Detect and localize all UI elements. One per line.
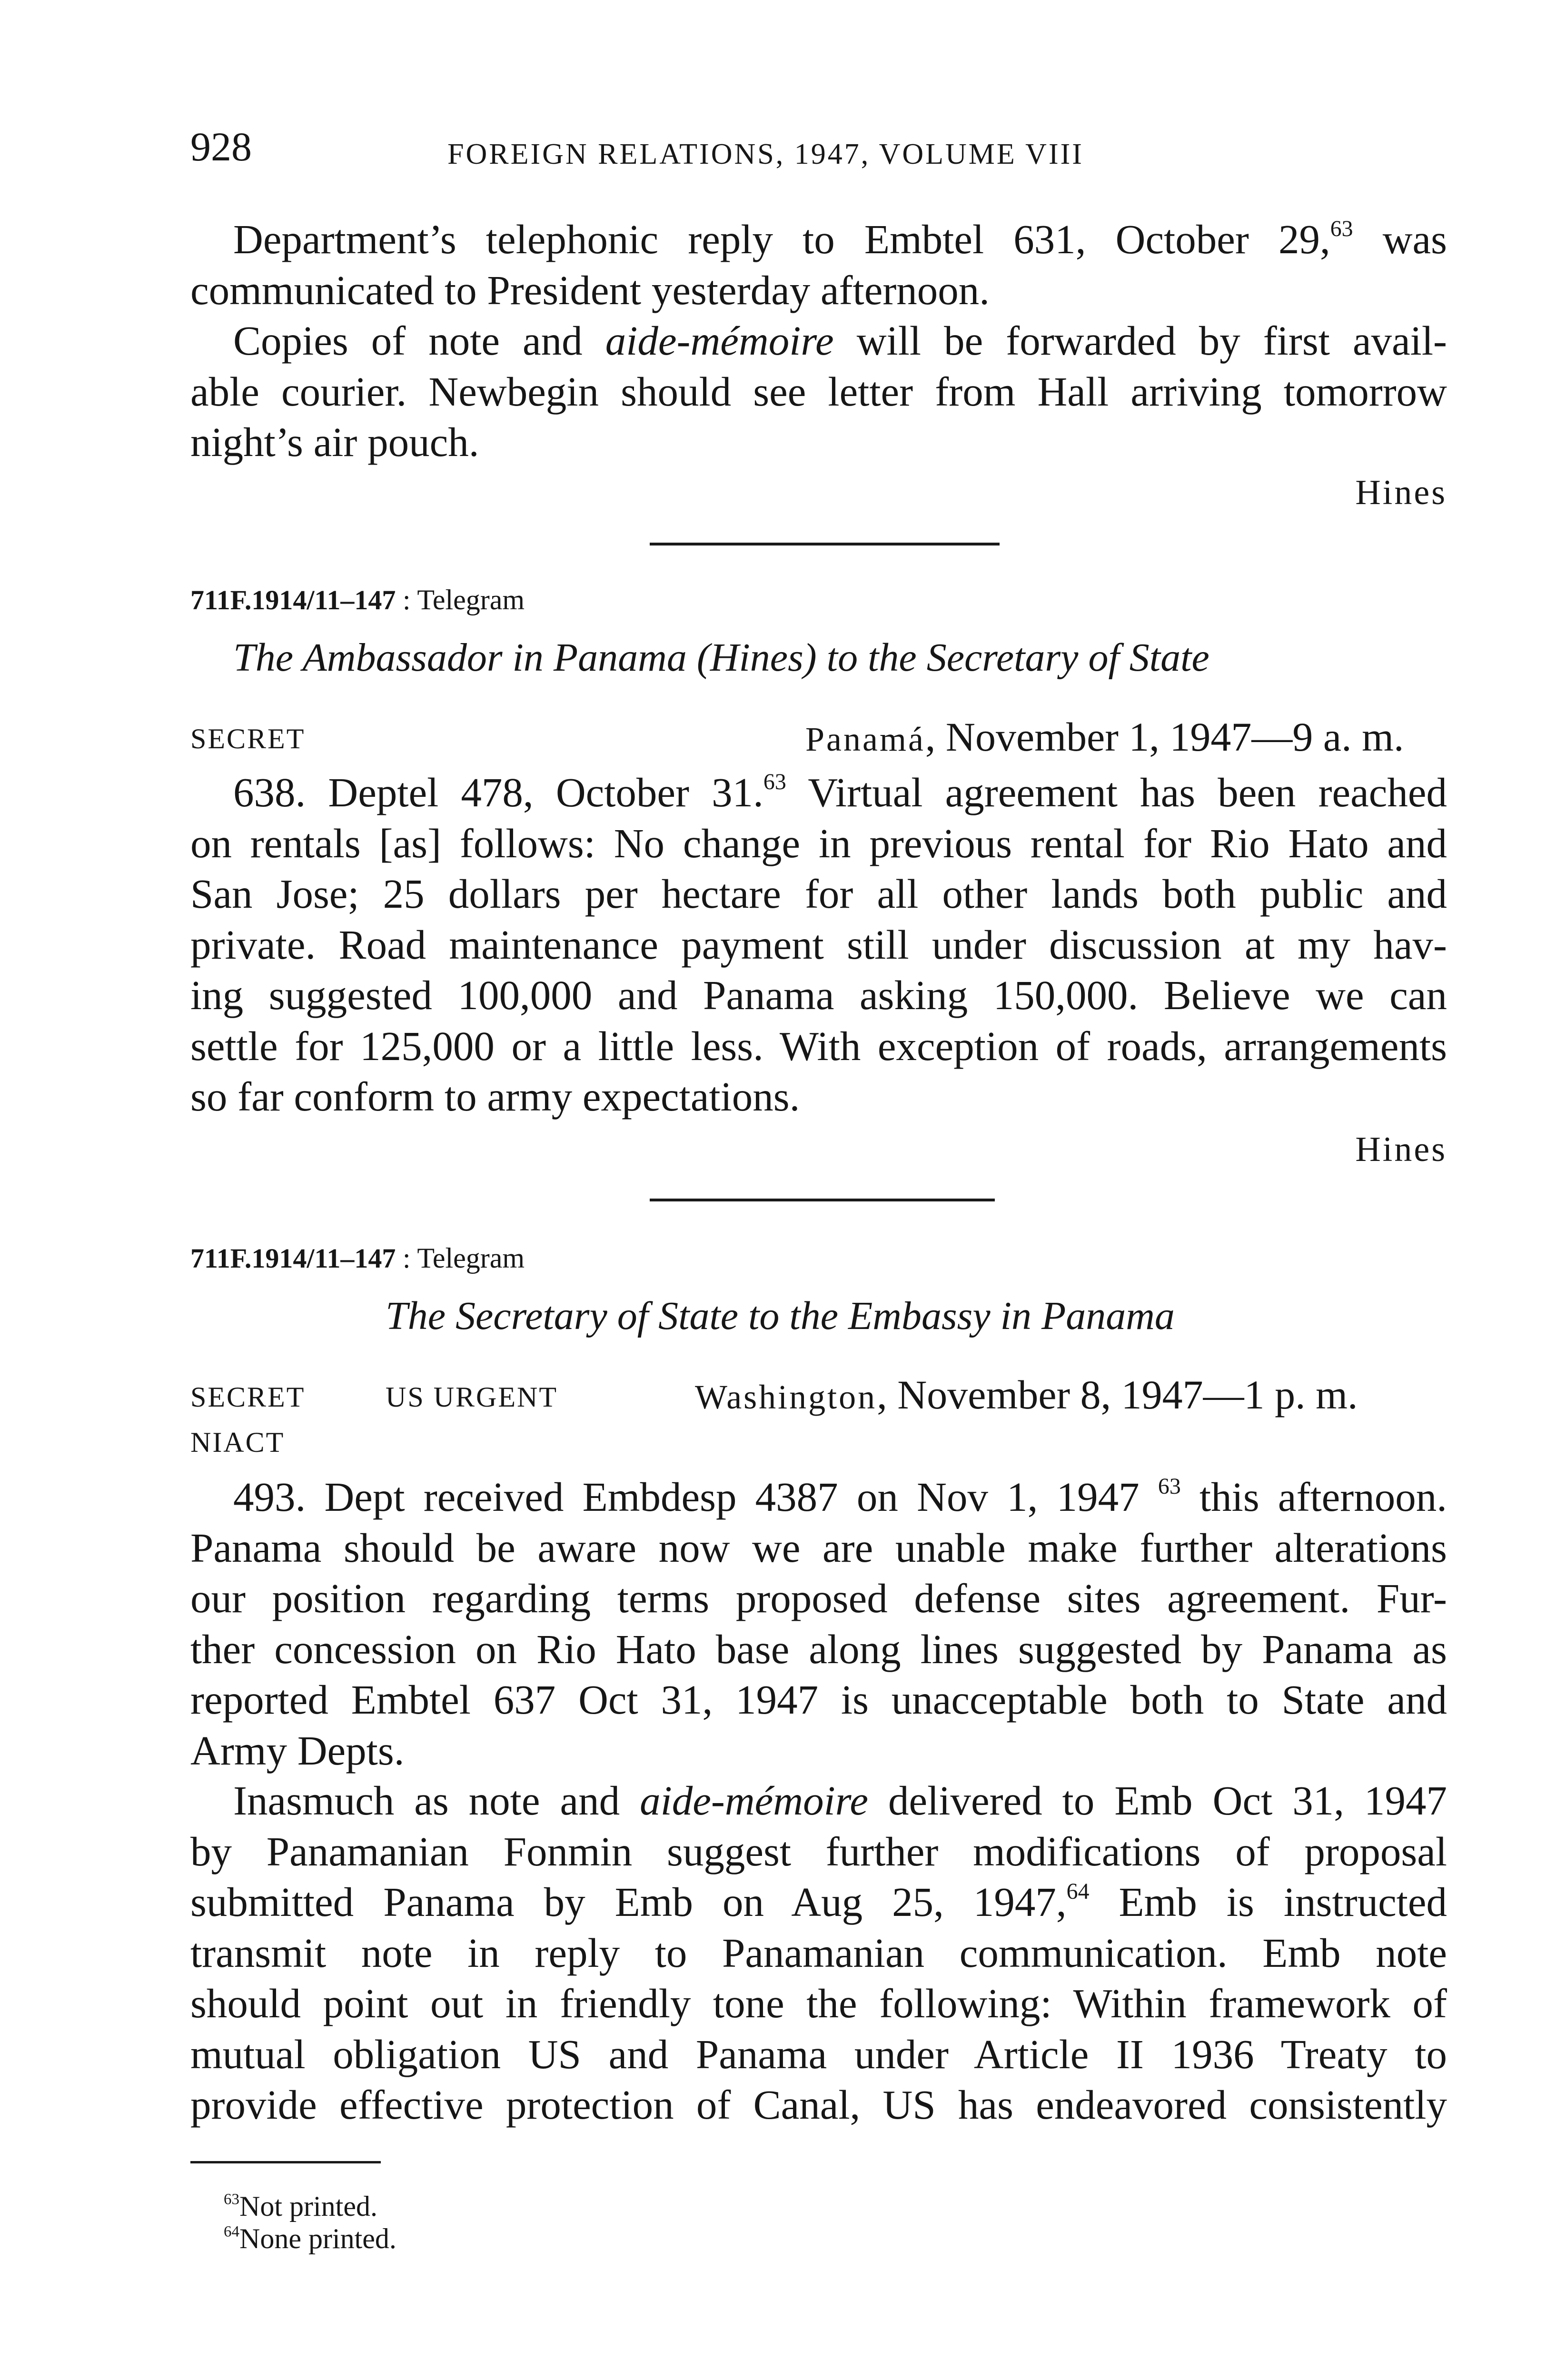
doc2-dateline: Panamá, November 1, 1947—9 a. m. (805, 714, 1404, 760)
footnote-divider (190, 2161, 381, 2163)
text-line: reported Embtel 637 Oct 31, 1947 is unacceptable both to State and (190, 1676, 1447, 1723)
doc2-heading: The Ambassador in Panama (Hines) to the Secretary of State (233, 635, 1209, 680)
text-line: submitted Panama by Emb on Aug 25, 1947,64 Emb is instructed (190, 1879, 1447, 1925)
text-line: able courier. Newbegin should see letter from Hall arriving tomorrow (190, 368, 1447, 415)
text-line: Panama should be aware now we are unable make further alterations (190, 1524, 1447, 1571)
text-line: mutual obligation US and Panama under Article II 1936 Treaty to (190, 2031, 1447, 2077)
doc1-signature: Hines (1355, 473, 1447, 512)
text-line: Department’s telephonic reply to Embtel 631, October 29,63 was (233, 216, 1447, 262)
text-line: Army Depts. (190, 1727, 405, 1774)
text-line: on rentals [as] follows: No change in previous rental for Rio Hato and (190, 820, 1447, 866)
page-number: 928 (190, 124, 252, 169)
section-divider (650, 1199, 995, 1201)
footnote-ref: 64 (1066, 1879, 1090, 1904)
doc2-classification: SECRET (190, 723, 306, 754)
doc1-paragraph-1 (190, 214, 1447, 316)
doc2-body (190, 767, 1447, 1122)
doc1-paragraph-2 (190, 316, 1447, 468)
section-divider (650, 543, 1000, 545)
doc3-dateline: Washington, November 8, 1947—1 p. m. (695, 1372, 1358, 1418)
footnote-ref: 63 (763, 769, 786, 795)
running-title: FOREIGN RELATIONS, 1947, VOLUME VIII (447, 138, 1084, 170)
text-line: our position regarding terms proposed defense sites agreement. Fur- (190, 1575, 1447, 1621)
text-line: should point out in friendly tone the following: Within framework of (190, 1980, 1447, 2026)
text-line: by Panamanian Fonmin suggest further modifications of proposal (190, 1828, 1447, 1874)
doc3-file-reference: 711F.1914/11–147 : Telegram (190, 1242, 525, 1274)
text-line: ther concession on Rio Hato base along lines suggested by Panama as (190, 1626, 1447, 1672)
text-line: 493. Dept received Embdesp 4387 on Nov 1, 1947 $^{63}$ this afternoon. (233, 1474, 1447, 1520)
text-line: so far conform to army expectations. (190, 1073, 800, 1120)
footnote-63: $^{63}$Not printed. (224, 2191, 377, 2222)
doc3-niact: NIACT (190, 1427, 285, 1458)
text-line: ing suggested 100,000 and Panama asking 150,000. Believe we can (190, 972, 1447, 1018)
italic-term: aide-mémoire (605, 317, 834, 364)
text-line: settle for 125,000 or a little less. With exception of roads, arrangements (190, 1022, 1447, 1069)
doc3-paragraph-2 (190, 1775, 1447, 2131)
doc3-classification: SECRET (190, 1381, 306, 1413)
text-line: provide effective protection of Canal, US has endeavored consistently (190, 2082, 1447, 2128)
doc2-signature: Hines (1355, 1130, 1447, 1169)
doc2-file-reference: 711F.1914/11–147 : Telegram (190, 584, 525, 615)
doc3-paragraph-1 (190, 1472, 1447, 1776)
text-line: Copies of note and aide-mémoire will be forwarded by first avail- (233, 317, 1447, 364)
italic-term: aide-mémoire (640, 1777, 869, 1824)
text-line: transmit note in reply to Panamanian communication. Emb note (190, 1929, 1447, 1976)
text-line: night’s air pouch. (190, 419, 479, 465)
text-line: San Jose; 25 dollars per hectare for all other lands both public and (190, 871, 1447, 917)
text-line: 638. Deptel 478, October 31.63 Virtual agreement has been reached (233, 769, 1447, 815)
doc3-heading: The Secretary of State to the Embassy in Panama (386, 1294, 1175, 1338)
text-line: communicated to President yesterday afternoon. (190, 267, 990, 313)
footnote-ref: 63 (1330, 216, 1353, 242)
doc3-precedence: US URGENT (386, 1381, 558, 1413)
text-line: Inasmuch as note and aide-mémoire delivered to Emb Oct 31, 1947 (233, 1777, 1447, 1824)
text-line: private. Road maintenance payment still under discussion at my hav- (190, 921, 1447, 968)
footnote-64: $^{64}$None printed. (224, 2223, 396, 2254)
footnote-ref: 63 (1158, 1474, 1181, 1499)
